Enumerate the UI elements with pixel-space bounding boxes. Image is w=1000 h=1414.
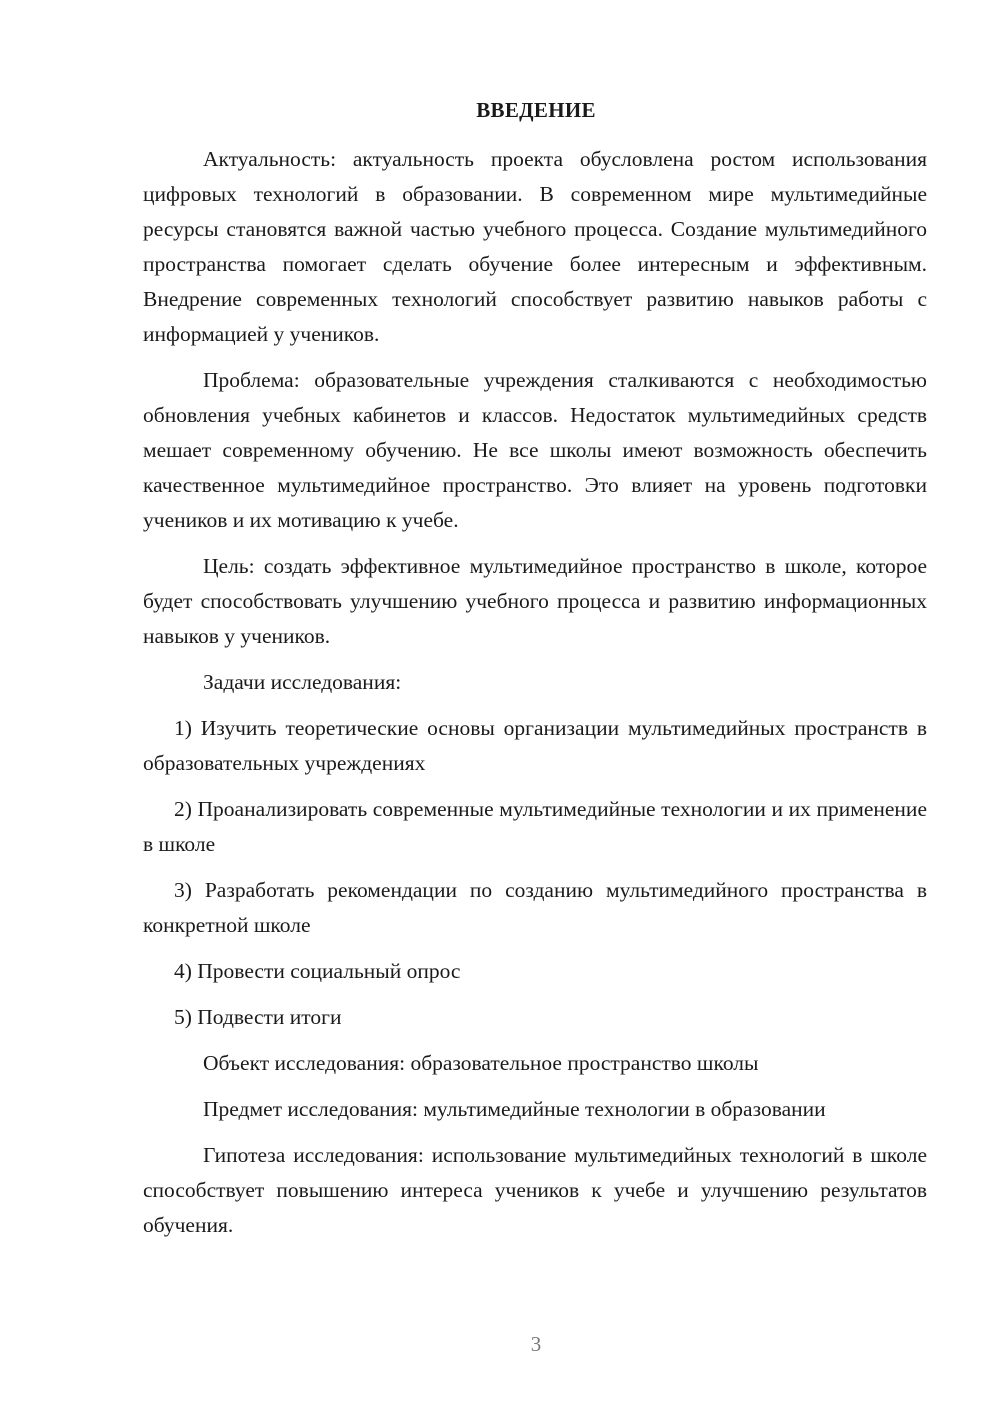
page-number: 3 [530,1332,542,1356]
task-item-2: 2) Проанализировать современные мультимедийные технологии и их применение в школе [143,797,927,856]
task-item-4: 4) Провести социальный опрос [174,959,461,983]
tasks-heading: Задачи исследования: [203,670,402,694]
paragraph-hypothesis: Гипотеза исследования: использование мультимедийных технологий в школе способствует повышению интереса учеников к учебе и улучшению результатов обучения. [143,1143,927,1237]
page-title: ВВЕДЕНИЕ [476,98,596,122]
paragraph-object: Объект исследования: образовательное пространство школы [203,1051,759,1075]
paragraph-goal: Цель: создать эффективное мультимедийное пространство в школе, которое будет способствовать улучшению учебного процесса и развитию информационных навыков у учеников. [143,554,927,648]
paragraph-problem: Проблема: образовательные учреждения сталкиваются с необходимостью обновления учебных кабинетов и классов. Недостаток мультимедийных средств мешает современному обучению. Не все школы имеют возможность обеспечить качественное мультимедийное пространство. Это влияет на уровень подготовки учеников и их мотивацию к учебе. [143,368,927,532]
task-item-1: 1) Изучить теоретические основы организации мультимедийных пространств в образовательных учреждениях [143,716,927,775]
task-item-3: 3) Разработать рекомендации по созданию мультимедийного пространства в конкретной школе [143,878,927,937]
paragraph-relevance: Актуальность: актуальность проекта обусловлена ростом использования цифровых технологий в образовании. В современном мире мультимедийные ресурсы становятся важной частью учебного процесса. Создание мультимедийного пространства помогает сделать обучение более интересным и эффективным. Внедрение современных технологий способствует развитию навыков работы с информацией у учеников. [143,147,927,346]
document-body [143,142,927,1254]
task-item-5: 5) Подвести итоги [174,1005,342,1029]
paragraph-subject: Предмет исследования: мультимедийные технологии в образовании [203,1097,826,1121]
